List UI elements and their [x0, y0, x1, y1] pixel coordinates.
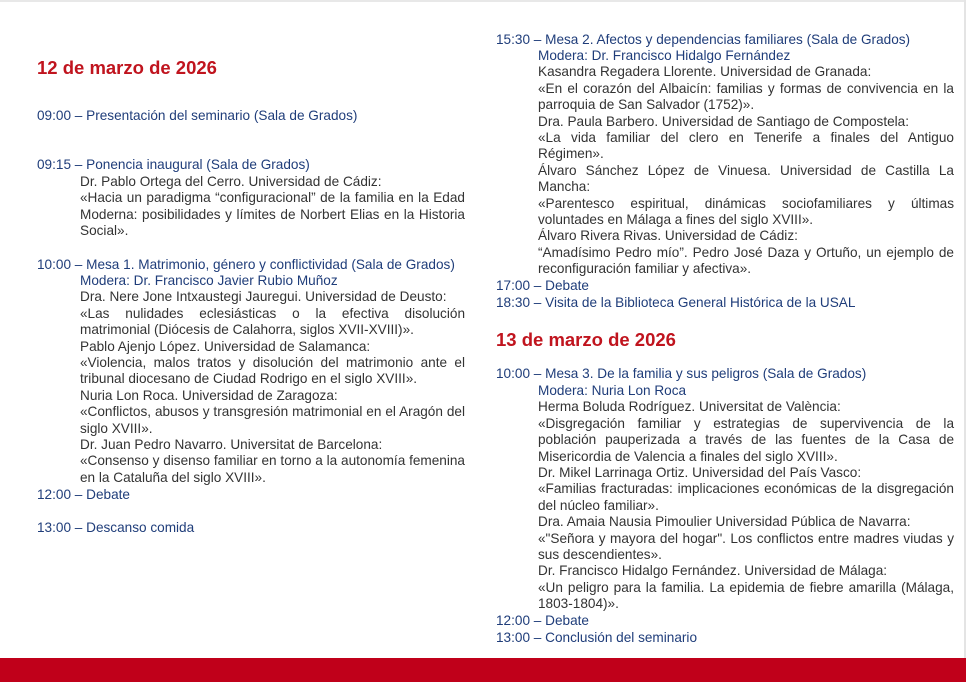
speaker-name: Dra. Nere Jone Intxaustegi Jauregui. Universidad de Deusto: [80, 289, 447, 305]
talk-title: «En el corazón del Albaicín: familias y formas de convivencia en la parroquia de San Salvador (1752)». [538, 80, 954, 113]
talk-title: «La vida familiar del clero en Tenerife a finales del Antiguo Régimen». [538, 130, 954, 162]
speaker-name: Dr. Mikel Larrinaga Ortiz. Universidad del País Vasco: [538, 465, 862, 481]
speaker-name: Kasandra Regadera Llorente. Universidad de Granada: [538, 64, 872, 80]
speaker-name: Nuria Lon Roca. Universidad de Zaragoza: [80, 387, 338, 403]
mesa-3-block [538, 383, 954, 613]
session-debate: 17:00 – Debate [496, 278, 589, 293]
moderator: Modera: Dr. Francisco Javier Rubio Muñoz [80, 273, 338, 288]
day1-date-heading: 12 de marzo de 2026 [37, 57, 217, 78]
moderator: Modera: Nuria Lon Roca [538, 383, 687, 398]
talk-title: «Parentesco espiritual, dinámicas sociofamiliares y últimas voluntades en Málaga a fines del siglo XVIII». [538, 195, 954, 228]
talk-title: «Las nulidades eclesiásticas o la efectiva disolución matrimonial (Diócesis de Calahorra, siglos XVII-XVIII)». [80, 305, 465, 338]
session-ponencia-inaugural: 09:15 – Ponencia inaugural (Sala de Grados) [37, 157, 310, 172]
footer-bar [0, 658, 966, 682]
session-conclusion: 13:00 – Conclusión del seminario [496, 630, 698, 645]
session-mesa-3: 10:00 – Mesa 3. De la familia y sus peligros (Sala de Grados) [496, 366, 867, 381]
speaker-name: Dra. Amaia Nausia Pimoulier Universidad Pública de Navarra: [538, 514, 911, 530]
speaker-name: Dr. Juan Pedro Navarro. Universitat de Barcelona: [80, 437, 383, 453]
session-debate: 12:00 – Debate [37, 487, 130, 502]
speaker-name: Dr. Francisco Hidalgo Fernández. Universidad de Málaga: [538, 563, 888, 579]
speaker-name: Herma Boluda Rodríguez. Universitat de València: [538, 399, 841, 415]
talk-title: «Conflictos, abusos y transgresión matrimonial en el Aragón del siglo XVIII». [80, 404, 465, 436]
talk-title: «Disgregación familiar y estrategias de supervivencia de la población pauperizada a través de las fuentes de la Casa de Misericordia de Valencia a finales del siglo XVIII». [538, 415, 954, 464]
talk-title: «Familias fracturadas: implicaciones económicas de la disgregación del núcleo familiar». [538, 481, 954, 513]
talk-title: «Hacia un paradigma “configuracional” de la familia en la Edad Moderna: posibilidades y límites de Norbert Elias en la Historia Social». [80, 190, 465, 239]
mesa-2-block [538, 48, 954, 278]
day2-date-heading: 13 de marzo de 2026 [496, 329, 676, 350]
talk-title: «Violencia, malos tratos y disolución del matrimonio ante el tribunal diocesano de Ciudad Rodrigo en el siglo XVIII». [80, 355, 465, 387]
talk-title: “Amadísimo Pedro mío”. Pedro José Daza y Ortuño, un ejemplo de reconfiguración familiar y afectiva». [538, 244, 954, 277]
session-visita-biblioteca: 18:30 – Visita de la Biblioteca General Histórica de la USAL [496, 295, 856, 310]
ponencia-inaugural-block [80, 174, 465, 240]
session-mesa-2: 15:30 – Mesa 2. Afectos y dependencias familiares (Sala de Grados) [496, 32, 911, 47]
speaker-name: Dra. Paula Barbero. Universidad de Santiago de Compostela: [538, 113, 910, 129]
speaker-name: Álvaro Rivera Rivas. Universidad de Cádiz: [538, 228, 798, 244]
talk-title: «Un peligro para la familia. La epidemia de fiebre amarilla (Málaga, 1803-1804)». [538, 579, 954, 612]
mesa-1-block [80, 273, 465, 486]
talk-title: «"Señora y mayora del hogar". Los conflictos entre madres viudas y sus descendientes». [538, 530, 954, 563]
speaker-name: Dr. Pablo Ortega del Cerro. Universidad de Cádiz: [80, 174, 382, 189]
session-mesa-1: 10:00 – Mesa 1. Matrimonio, género y conflictividad (Sala de Grados) [37, 257, 455, 272]
speaker-name: Álvaro Sánchez López de Vinuesa. Universidad de Castilla La Mancha: [538, 162, 954, 195]
moderator: Modera: Dr. Francisco Hidalgo Fernández [538, 48, 791, 63]
session-debate: 12:00 – Debate [496, 613, 589, 628]
session-descanso: 13:00 – Descanso comida [37, 520, 195, 535]
session-presentacion: 09:00 – Presentación del seminario (Sala de Grados) [37, 108, 358, 123]
speaker-name: Pablo Ajenjo López. Universidad de Salamanca: [80, 338, 371, 354]
top-divider [0, 0, 966, 2]
talk-title: «Consenso y disenso familiar en torno a la autonomía femenina en la Cataluña del siglo XVIII». [80, 453, 465, 485]
